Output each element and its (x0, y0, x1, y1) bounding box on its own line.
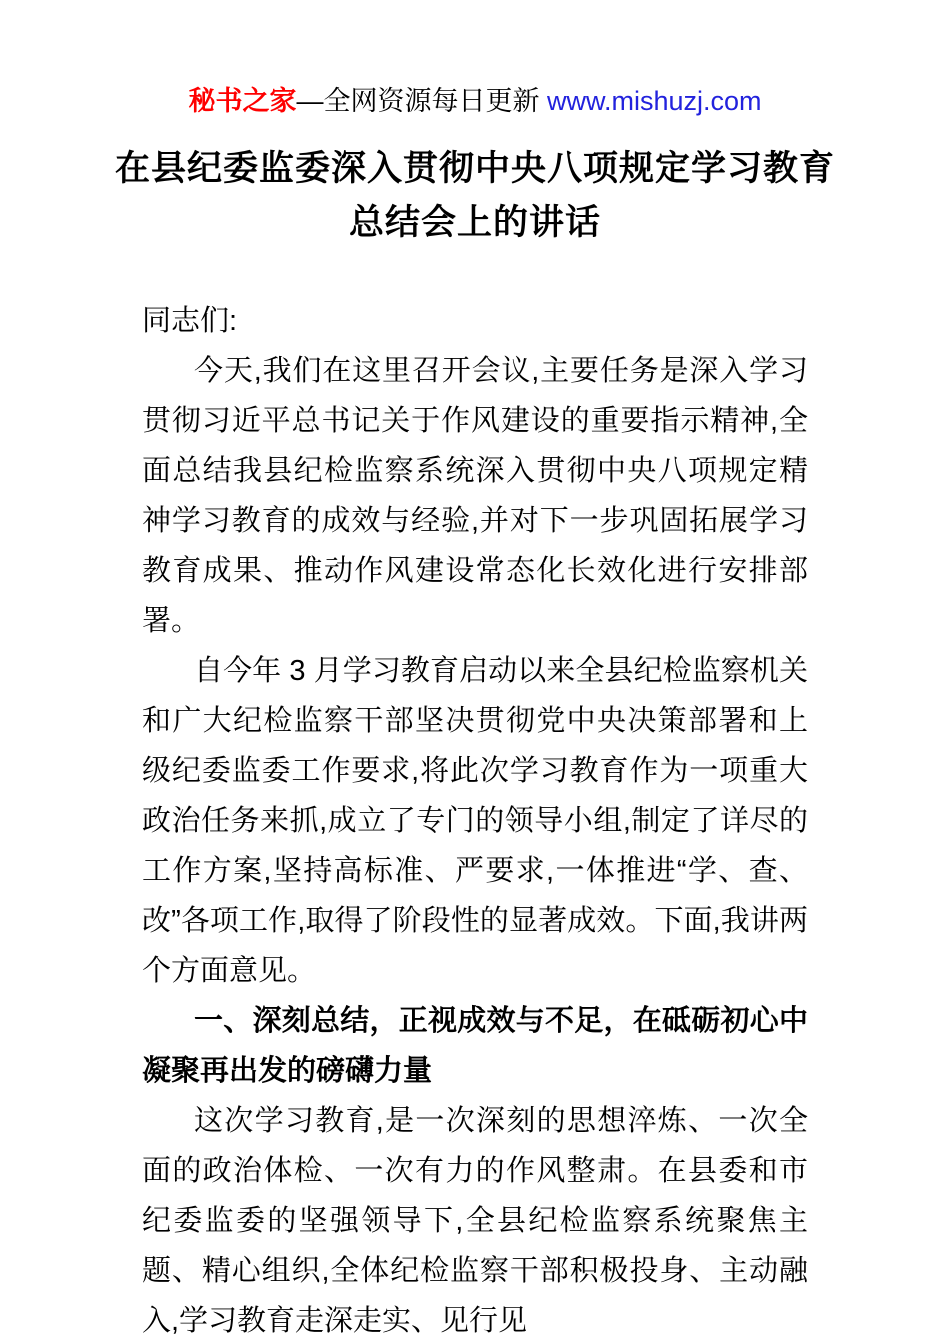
document-title-line-2: 总结会上的讲话 (348, 203, 601, 242)
site-tagline: —全网资源每日更新 (296, 86, 547, 116)
document-title (0, 142, 950, 250)
body-paragraph-2: 自今年 3 月学习教育启动以来全县纪检监察机关和广大纪检监察干部坚决贯彻党中央决策部署和上级纪委监委工作要求,将此次学习教育作为一项重大政治任务来抓,成立了专门的领导小组,制定了详尽的工作方案,坚持高标准、严要求,一体推进“学、查、改”各项工作,取得了阶段性的显著成效。下面,我讲两个方面意见。 (142, 655, 808, 987)
body-paragraph-1: 今天,我们在这里召开会议,主要任务是深入学习贯彻习近平总书记关于作风建设的重要指示精神,全面总结我县纪检监察系统深入贯彻中央八项规定精神学习教育的成效与经验,并对下一步巩固拓展学习教育成果、推动作风建设常态化长效化进行安排部署。 (142, 355, 808, 637)
document-body (142, 296, 808, 1344)
salutation-paragraph: 同志们: (142, 305, 238, 337)
site-header (0, 86, 950, 116)
site-brand: 秘书之家 (188, 86, 297, 116)
section-heading-1: 一、深刻总结，正视成效与不足，在砥砺初心中凝聚再出发的磅礴力量 (142, 1005, 808, 1087)
document-title-line-1: 在县纪委监委深入贯彻中央八项规定学习教育 (114, 149, 835, 188)
body-paragraph-3: 这次学习教育,是一次深刻的思想淬炼、一次全面的政治体检、一次有力的作风整肃。在县委和市纪委监委的坚强领导下,全县纪检监察系统聚焦主题、精心组织,全体纪检监察干部积极投身、主动融入,学习教育走深走实、见行见 (142, 1105, 808, 1337)
site-url-link[interactable]: www.mishuzj.com (546, 86, 762, 116)
